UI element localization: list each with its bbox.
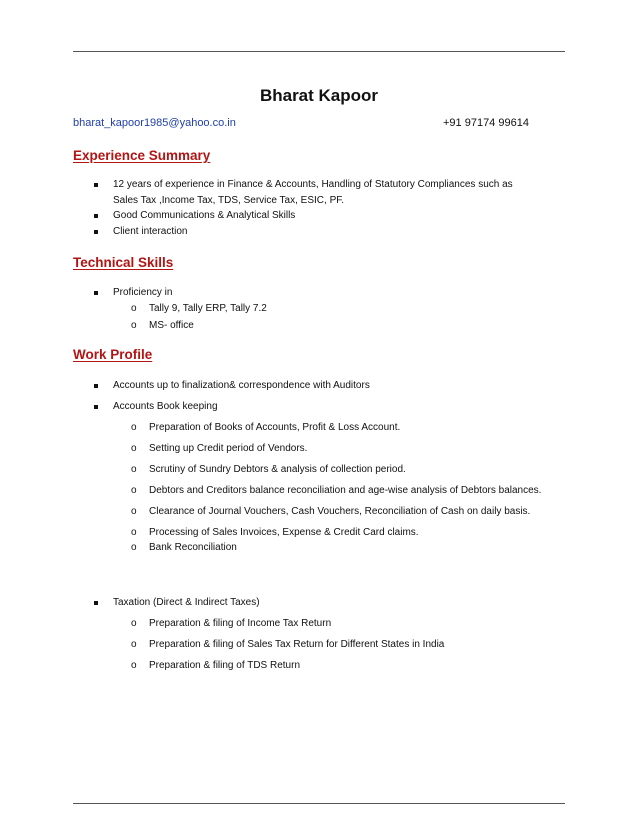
- work-subitem: Preparation & filing of Income Tax Return: [149, 618, 332, 629]
- square-bullet-icon: [94, 291, 98, 295]
- square-bullet-icon: [94, 405, 98, 409]
- work-profile-heading: Work Profile: [73, 347, 153, 362]
- work-subitem: Bank Reconciliation: [149, 542, 237, 553]
- technical-subitem: Tally 9, Tally ERP, Tally 7.2: [149, 303, 267, 314]
- work-subitem: Preparation & filing of TDS Return: [149, 660, 301, 671]
- circle-bullet-icon: o: [131, 320, 137, 331]
- experience-item: Client interaction: [113, 226, 188, 237]
- work-subitem: Setting up Credit period of Vendors.: [149, 443, 308, 454]
- work-subitem: Processing of Sales Invoices, Expense & Credit Card claims.: [149, 527, 419, 538]
- circle-bullet-icon: o: [131, 485, 137, 496]
- work-item: Accounts up to finalization& correspondence with Auditors: [113, 380, 370, 391]
- circle-bullet-icon: o: [131, 443, 137, 454]
- experience-item: Good Communications & Analytical Skills: [113, 210, 296, 221]
- circle-bullet-icon: o: [131, 506, 137, 517]
- square-bullet-icon: [94, 183, 98, 187]
- work-subitem: Scrutiny of Sundry Debtors & analysis of collection period.: [149, 464, 406, 475]
- work-subitem: Preparation & filing of Sales Tax Return for Different States in India: [149, 639, 445, 650]
- circle-bullet-icon: o: [131, 464, 137, 475]
- square-bullet-icon: [94, 214, 98, 218]
- work-subitem: Preparation of Books of Accounts, Profit & Loss Account.: [149, 422, 401, 433]
- square-bullet-icon: [94, 230, 98, 234]
- phone-number: +91 97174 99614: [443, 117, 529, 129]
- square-bullet-icon: [94, 384, 98, 388]
- technical-subitem: MS- office: [149, 320, 194, 331]
- work-item: Accounts Book keeping: [113, 401, 218, 412]
- experience-item: 12 years of experience in Finance & Accounts, Handling of Statutory Compliances such as: [113, 179, 513, 190]
- top-rule: [73, 51, 565, 52]
- circle-bullet-icon: o: [131, 303, 137, 314]
- circle-bullet-icon: o: [131, 422, 137, 433]
- technical-item: Proficiency in: [113, 287, 173, 298]
- technical-skills-heading: Technical Skills: [73, 255, 174, 270]
- circle-bullet-icon: o: [131, 542, 137, 553]
- experience-item-continued: Sales Tax ,Income Tax, TDS, Service Tax, ESIC, PF.: [113, 195, 345, 206]
- experience-summary-heading: Experience Summary: [73, 148, 211, 163]
- work-item: Taxation (Direct & Indirect Taxes): [113, 597, 260, 608]
- work-subitem: Clearance of Journal Vouchers, Cash Vouchers, Reconciliation of Cash on daily basis.: [149, 506, 531, 517]
- candidate-name: Bharat Kapoor: [259, 86, 379, 105]
- work-subitem: Debtors and Creditors balance reconciliation and age-wise analysis of Debtors balances.: [149, 485, 542, 496]
- square-bullet-icon: [94, 601, 98, 605]
- email-address[interactable]: bharat_kapoor1985@yahoo.co.in: [73, 117, 236, 129]
- bottom-rule: [73, 803, 565, 804]
- circle-bullet-icon: o: [131, 639, 137, 650]
- circle-bullet-icon: o: [131, 527, 137, 538]
- circle-bullet-icon: o: [131, 660, 137, 671]
- circle-bullet-icon: o: [131, 618, 137, 629]
